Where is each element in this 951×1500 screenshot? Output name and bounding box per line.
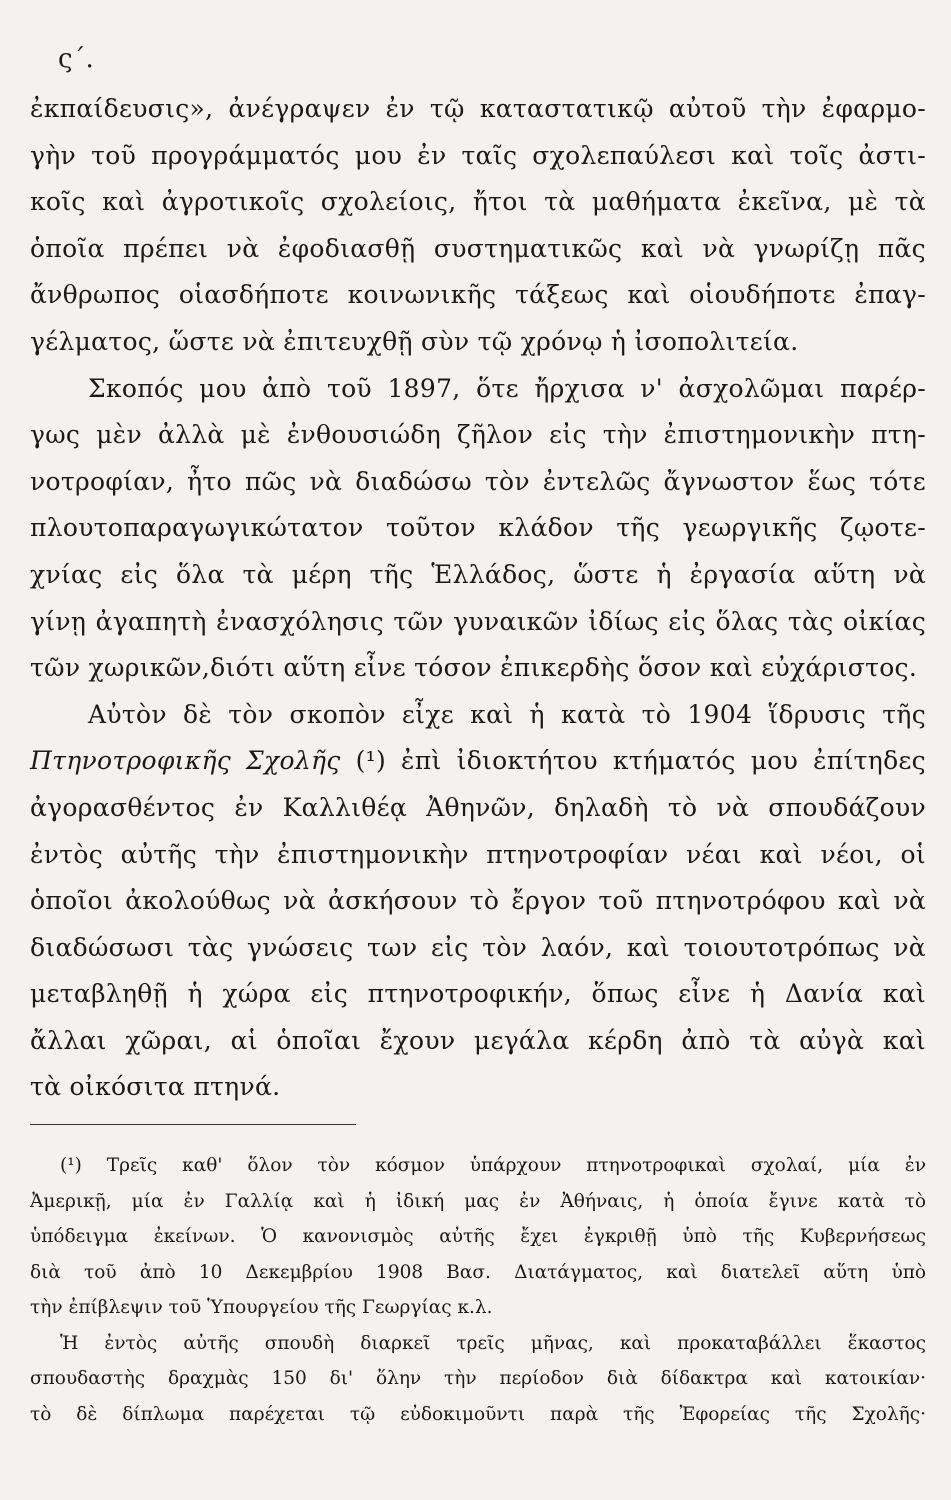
footnote-line: Ἡ ἐντὸς αὐτῆς σπουδὴ διαρκεῖ τρεῖς μῆνας, καὶ προκαταβάλλει ἕκαστος (60, 1332, 926, 1354)
footnote (30, 1148, 926, 1432)
text-line: γίνῃ ἀγαπητὴ ἐνασχόλησις τῶν γυναικῶν ἰδίως εἰς ὅλας τὰς οἰκίας (30, 606, 926, 636)
footnote-line: Ἀμερικῇ, μία ἐν Γαλλίᾳ καὶ ἡ ἰδική μας ἐν Ἀθήναις, ἡ ὁποία ἔγινε κατὰ τὸ (30, 1190, 926, 1212)
text-line: ὁποῖοι ἀκολούθως νὰ ἀσκήσουν τὸ ἔργον τοῦ πτηνοτρόφου καὶ νὰ (30, 886, 926, 916)
footnote-line: τὴν ἐπίβλεψιν τοῦ Ὑπουργείου τῆς Γεωργίας κ.λ. (30, 1297, 493, 1318)
text-line: κοῖς καὶ ἀγροτικοῖς σχολείοις, ἤτοι τὰ μαθήματα ἐκεῖνα, μὲ τὰ (30, 187, 926, 217)
footnote-line: διὰ τοῦ ἀπὸ 10 Δεκεμβρίου 1908 Βασ. Διατάγματος, καὶ διατελεῖ αὕτη ὑπὸ (30, 1261, 926, 1283)
footnote-line: σπουδαστὴς δραχμὰς 150 δι' ὅλην τὴν περίοδον διὰ δίδακτρα καὶ κατοικίαν· (30, 1368, 926, 1389)
text-line: τῶν χωρικῶν,διότι αὕτη εἶνε τόσον ἐπικερδὴς ὅσον καὶ εὐχάριστος. (30, 653, 918, 683)
text-line: ἐκπαίδευσις», ἀνέγραψεν ἐν τῷ καταστατικῷ αὐτοῦ τὴν ἐφαρμο- (30, 94, 926, 123)
text-line-rest: (¹) ἐπὶ ἰδιοκτήτου κτήματός μου ἐπίτηδες (355, 746, 926, 776)
footnote-divider (30, 1124, 356, 1125)
footnote-mark: (¹) (60, 1155, 82, 1176)
text-line: μεταβληθῇ ἡ χώρα εἰς πτηνοτροφικήν, ὅπως εἶνε ἡ Δανία καὶ (30, 979, 926, 1009)
paragraph-start-line: Σκοπός μου ἀπὸ τοῦ 1897, ὅτε ἤρχισα ν' ἀσχολῶμαι παρέρ- (88, 373, 926, 403)
text-line: πλουτοπαραγωγικώτατον τοῦτον κλάδον τῆς γεωργικῆς ζῳοτε- (30, 513, 926, 543)
main-text (30, 86, 926, 1111)
page-number: ς΄. (58, 44, 94, 74)
text-line: ἐντὸς αὐτῆς τὴν ἐπιστημονικὴν πτηνοτροφίαν νέαι καὶ νέοι, οἱ (30, 839, 926, 869)
text-line: νοτροφίαν, ἦτο πῶς νὰ διαδώσω τὸν ἐντελῶς ἄγνωστον ἕως τότε (30, 466, 926, 496)
text-line: διαδώσωσι τὰς γνώσεις των εἰς τὸν λαόν, καὶ τοιουτοτρόπως νὰ (30, 932, 926, 962)
text-line: γέλματος, ὥστε νὰ ἐπιτευχθῇ σὺν τῷ χρόνῳ ἡ ἰσοπολιτεία. (30, 326, 799, 356)
text-line: ἀγορασθέντος ἐν Καλλιθέᾳ Ἀθηνῶν, δηλαδὴ τὸ νὰ σπουδάζουν (30, 792, 926, 822)
text-line (30, 738, 926, 785)
paragraph-start-line: Αὐτὸν δὲ τὸν σκοπὸν εἶχε καὶ ἡ κατὰ τὸ 1904 ἵδρυσις τῆς (88, 699, 926, 729)
text-line: ἄνθρωπος οἱασδήποτε κοινωνικῆς τάξεως καὶ οἱουδήποτε ἐπαγ- (30, 280, 926, 310)
text-line: γὴν τοῦ προγράμματός μου ἐν ταῖς σχολεπαύλεσι καὶ τοῖς ἀστι- (30, 140, 926, 170)
footnote-line-text: Τρεῖς καθ' ὅλον τὸν κόσμον ὑπάρχουν πτηνοτροφικαὶ σχολαί, μία ἐν (106, 1155, 926, 1176)
footnote-line: ὑπόδειγμα ἐκείνων. Ὁ κανονισμὸς αὐτῆς ἔχει ἐγκριθῇ ὑπὸ τῆς Κυβερνήσεως (30, 1226, 926, 1247)
footnote-line (30, 1148, 926, 1184)
school-name-italic: Πτηνοτροφικῆς Σχολῆς (30, 746, 341, 776)
text-line: ὁποῖα πρέπει νὰ ἐφοδιασθῇ συστηματικῶς καὶ νὰ γνωρίζῃ πᾶς (30, 233, 926, 263)
text-line: ἄλλαι χῶραι, αἱ ὁποῖαι ἔχουν μεγάλα κέρδη ἀπὸ τὰ αὐγὰ καὶ (30, 1025, 926, 1055)
footnote-line: τὸ δὲ δίπλωμα παρέχεται τῷ εὐδοκιμοῦντι παρὰ τῆς Ἐφορείας τῆς Σχολῆς· (30, 1403, 926, 1425)
text-line: τὰ οἰκόσιτα πτηνά. (30, 1072, 281, 1102)
text-line: γως μὲν ἀλλὰ μὲ ἐνθουσιώδη ζῆλον εἰς τὴν ἐπιστημονικὴν πτη- (30, 420, 926, 450)
text-line: χνίας εἰς ὅλα τὰ μέρη τῆς Ἑλλάδος, ὥστε ἡ ἐργασία αὕτη νὰ (30, 559, 926, 589)
